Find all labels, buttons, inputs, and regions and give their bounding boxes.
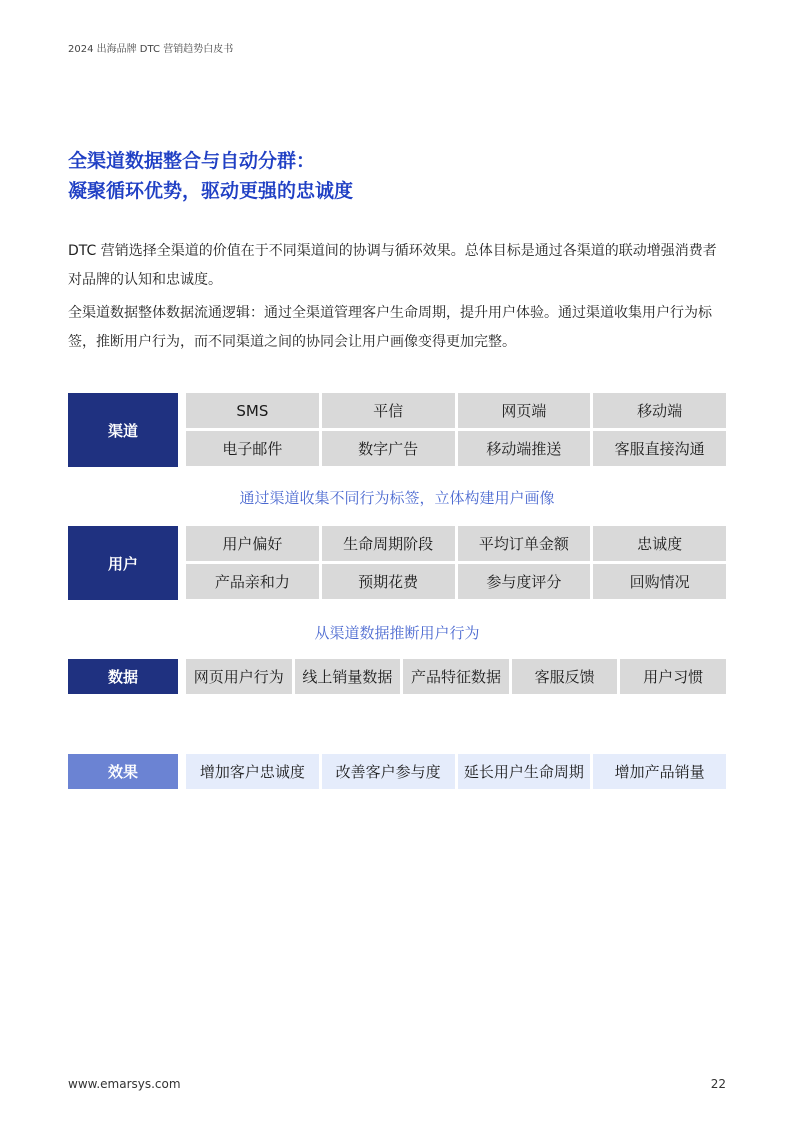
data-source-cell: 用户习惯	[620, 659, 726, 694]
data-grid	[186, 659, 726, 694]
effect-cell: 增加产品销量	[593, 754, 726, 789]
data-source-cell: 产品特征数据	[403, 659, 509, 694]
data-source-cell: 客服反馈	[512, 659, 618, 694]
effects-row	[68, 754, 726, 789]
effect-cell: 改善客户参与度	[322, 754, 455, 789]
paragraph-logic: 全渠道数据整体数据流通逻辑：通过全渠道管理客户生命周期，提升用户体验。通过渠道收集用户行为标签，推断用户行为，而不同渠道之间的协同会让用户画像变得更加完整。	[68, 305, 712, 350]
section-title-line-2: 凝聚循环优势，驱动更强的忠诚度	[68, 180, 354, 202]
channel-cell: 数字广告	[322, 431, 455, 466]
user-attribute-cell: 生命周期阶段	[322, 526, 455, 561]
user-attribute-cell: 平均订单金额	[458, 526, 591, 561]
channel-cell: 客服直接沟通	[593, 431, 726, 466]
data-source-cell: 线上销量数据	[295, 659, 401, 694]
user-attribute-cell: 参与度评分	[458, 564, 591, 599]
channel-cell: 网页端	[458, 393, 591, 428]
user-attribute-cell: 用户偏好	[186, 526, 319, 561]
caption-collect-tags: 通过渠道收集不同行为标签，立体构建用户画像	[239, 489, 555, 507]
channels-row	[68, 393, 726, 467]
data-source-cell: 网页用户行为	[186, 659, 292, 694]
document-header: 2024 出海品牌 DTC 营销趋势白皮书	[68, 44, 234, 55]
data-row	[68, 659, 726, 694]
channels-grid	[186, 393, 726, 467]
effect-cell: 延长用户生命周期	[458, 754, 591, 789]
user-attribute-cell: 预期花费	[322, 564, 455, 599]
channel-cell: 移动端推送	[458, 431, 591, 466]
user-attribute-cell: 忠诚度	[593, 526, 726, 561]
channel-cell: 移动端	[593, 393, 726, 428]
section-title-line-1: 全渠道数据整合与自动分群：	[68, 150, 316, 172]
user-attribute-cell: 回购情况	[593, 564, 726, 599]
page-number: 22	[710, 1077, 726, 1091]
channel-cell: 电子邮件	[186, 431, 319, 466]
caption-infer-behavior: 从渠道数据推断用户行为	[314, 624, 480, 642]
users-row	[68, 526, 726, 600]
users-grid	[186, 526, 726, 600]
effect-cell: 增加客户忠诚度	[186, 754, 319, 789]
footer-website: www.emarsys.com	[68, 1077, 181, 1091]
paragraph-intro: DTC 营销选择全渠道的价值在于不同渠道间的协调与循环效果。总体目标是通过各渠道的联动增强消费者对品牌的认知和忠诚度。	[68, 243, 717, 288]
channel-cell: SMS	[186, 393, 319, 428]
effects-label: 效果	[68, 754, 178, 789]
effects-grid	[186, 754, 726, 789]
data-label: 数据	[68, 659, 178, 694]
user-attribute-cell: 产品亲和力	[186, 564, 319, 599]
channel-cell: 平信	[322, 393, 455, 428]
channels-label: 渠道	[68, 393, 178, 467]
section-title	[68, 146, 353, 206]
users-label: 用户	[68, 526, 178, 600]
